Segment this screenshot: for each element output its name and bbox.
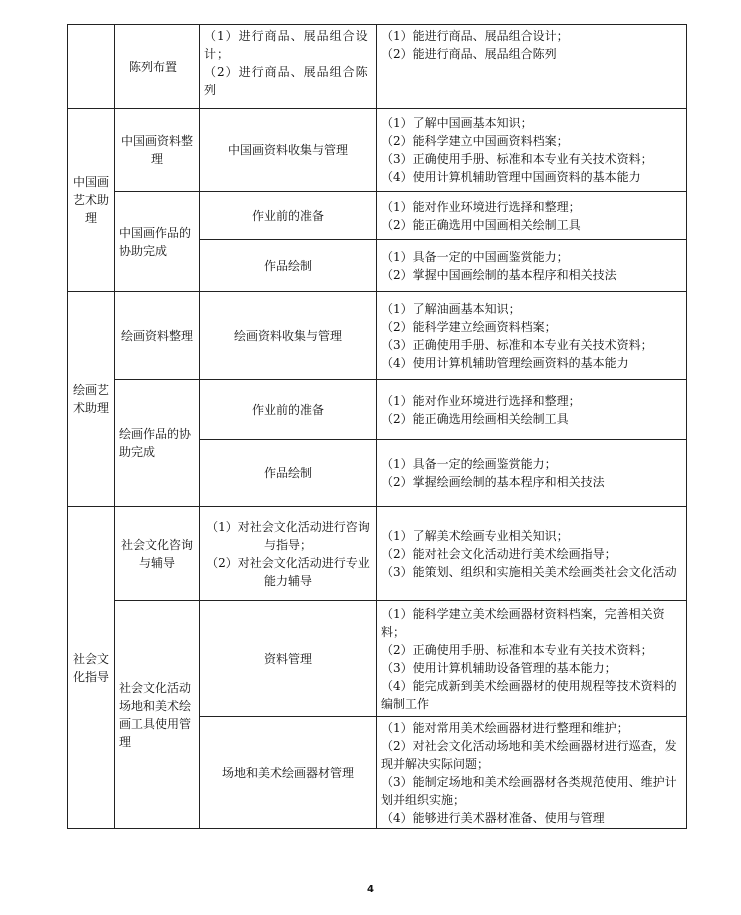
content-cell: 中国画资料收集与管理 <box>200 109 377 192</box>
content-line: （2）进行商品、展品组合陈列 <box>204 65 369 97</box>
unit-cell: 绘画作品的协助完成 <box>115 380 200 507</box>
content-cell: 场地和美术绘画器材管理 <box>200 717 377 829</box>
skill-line: （1）了解美术绘画专业相关知识； <box>381 528 569 543</box>
unit-cell: 社会文化咨询与辅导 <box>115 507 200 601</box>
table-row <box>68 507 687 601</box>
skill-line: （2）能科学建立绘画资料档案； <box>381 319 557 334</box>
content-cell: 作业前的准备 <box>200 380 377 440</box>
table-row <box>68 109 687 192</box>
skill-line: （2）能科学建立中国画资料档案； <box>381 134 569 148</box>
skill-line: （2）掌握绘画绘制的基本程序和相关技法 <box>381 475 605 489</box>
skills-cell <box>377 380 687 440</box>
skill-line: （4）能够进行美术器材准备、使用与管理 <box>381 810 605 825</box>
unit-cell: 社会文化活动场地和美术绘画工具使用管理 <box>115 601 200 829</box>
skill-line: （1）了解中国画基本知识； <box>381 116 533 130</box>
content-cell: 资料管理 <box>200 601 377 717</box>
content-cell: 绘画资料收集与管理 <box>200 292 377 380</box>
skills-cell <box>377 192 687 240</box>
function-cell: 绘画艺术助理 <box>68 292 115 507</box>
function-cell: 中国画艺术助理 <box>68 109 115 292</box>
table-row <box>68 601 687 717</box>
unit-cell: 中国画作品的协助完成 <box>115 192 200 292</box>
skills-cell <box>377 240 687 292</box>
skill-line: （2）能正确选用绘画相关绘制工具 <box>381 411 569 426</box>
content-line: （1）对社会文化活动进行咨询与指导； <box>206 519 370 552</box>
skill-line: （4）使用计算机辅助管理中国画资料的基本能力 <box>381 170 641 184</box>
skill-line: （1）了解油画基本知识； <box>381 301 521 316</box>
skill-line: （1）能对作业环境进行选择和整理； <box>381 199 581 214</box>
skill-line: （2）能正确选用中国画相关绘制工具 <box>381 217 581 232</box>
skill-line: （1）具备一定的绘画鉴赏能力； <box>381 457 557 471</box>
table-row <box>68 192 687 240</box>
skills-cell <box>377 25 687 109</box>
skills-cell <box>377 109 687 192</box>
skill-line: （4）能完成新到美术绘画器材的使用规程等技术资料的编制工作 <box>381 678 677 711</box>
unit-cell: 陈列布置 <box>115 25 200 109</box>
function-cell-continued <box>68 25 115 109</box>
skill-line: （3）正确使用手册、标准和本专业有关技术资料； <box>381 337 653 352</box>
skill-line: （1）能对常用美术绘画器材进行整理和维护； <box>381 720 629 735</box>
table-row <box>68 380 687 440</box>
function-cell: 社会文化指导 <box>68 507 115 829</box>
skill-line: （1）具备一定的中国画鉴赏能力； <box>381 249 569 264</box>
content-cell <box>200 25 377 109</box>
unit-cell: 中国画资料整理 <box>115 109 200 192</box>
content-line: （2）对社会文化活动进行专业能力辅导 <box>206 555 370 588</box>
skills-cell <box>377 507 687 601</box>
content-cell: 作品绘制 <box>200 440 377 507</box>
skill-line: （4）使用计算机辅助管理绘画资料的基本能力 <box>381 355 629 370</box>
skill-line: （2）能对社会文化活动进行美术绘画指导； <box>381 546 617 561</box>
skill-line: （1）能对作业环境进行选择和整理； <box>381 393 581 408</box>
content-cell <box>200 507 377 601</box>
skill-line: （2）能进行商品、展品组合陈列 <box>381 47 557 61</box>
table-row <box>68 292 687 380</box>
skills-cell <box>377 601 687 717</box>
skill-line: （1）能科学建立美术绘画器材资料档案，完善相关资料； <box>381 606 665 639</box>
content-cell: 作品绘制 <box>200 240 377 292</box>
skill-line: （2）对社会文化活动场地和美术绘画器材进行巡查，发现并解决实际问题； <box>381 738 677 771</box>
page-number: 4 <box>367 884 374 895</box>
skill-line: （3）使用计算机辅助设备管理的基本能力； <box>381 660 617 675</box>
table-row <box>68 25 687 109</box>
skills-table <box>67 24 687 829</box>
skill-line: （3）正确使用手册、标准和本专业有关技术资料； <box>381 152 653 166</box>
unit-cell: 绘画资料整理 <box>115 292 200 380</box>
skill-line: （2）掌握中国画绘制的基本程序和相关技法 <box>381 267 617 282</box>
skills-cell <box>377 292 687 380</box>
skill-line: （1）能进行商品、展品组合设计； <box>381 29 569 43</box>
skill-line: （3）能策划、组织和实施相关美术绘画类社会文化活动 <box>381 564 677 579</box>
skills-cell <box>377 440 687 507</box>
skills-cell <box>377 717 687 829</box>
skill-line: （2）正确使用手册、标准和本专业有关技术资料； <box>381 642 653 657</box>
content-line: （1）进行商品、展品组合设计； <box>204 29 369 61</box>
content-cell: 作业前的准备 <box>200 192 377 240</box>
skill-line: （3）能制定场地和美术绘画器材各类规范使用、维护计划并组织实施； <box>381 774 677 807</box>
